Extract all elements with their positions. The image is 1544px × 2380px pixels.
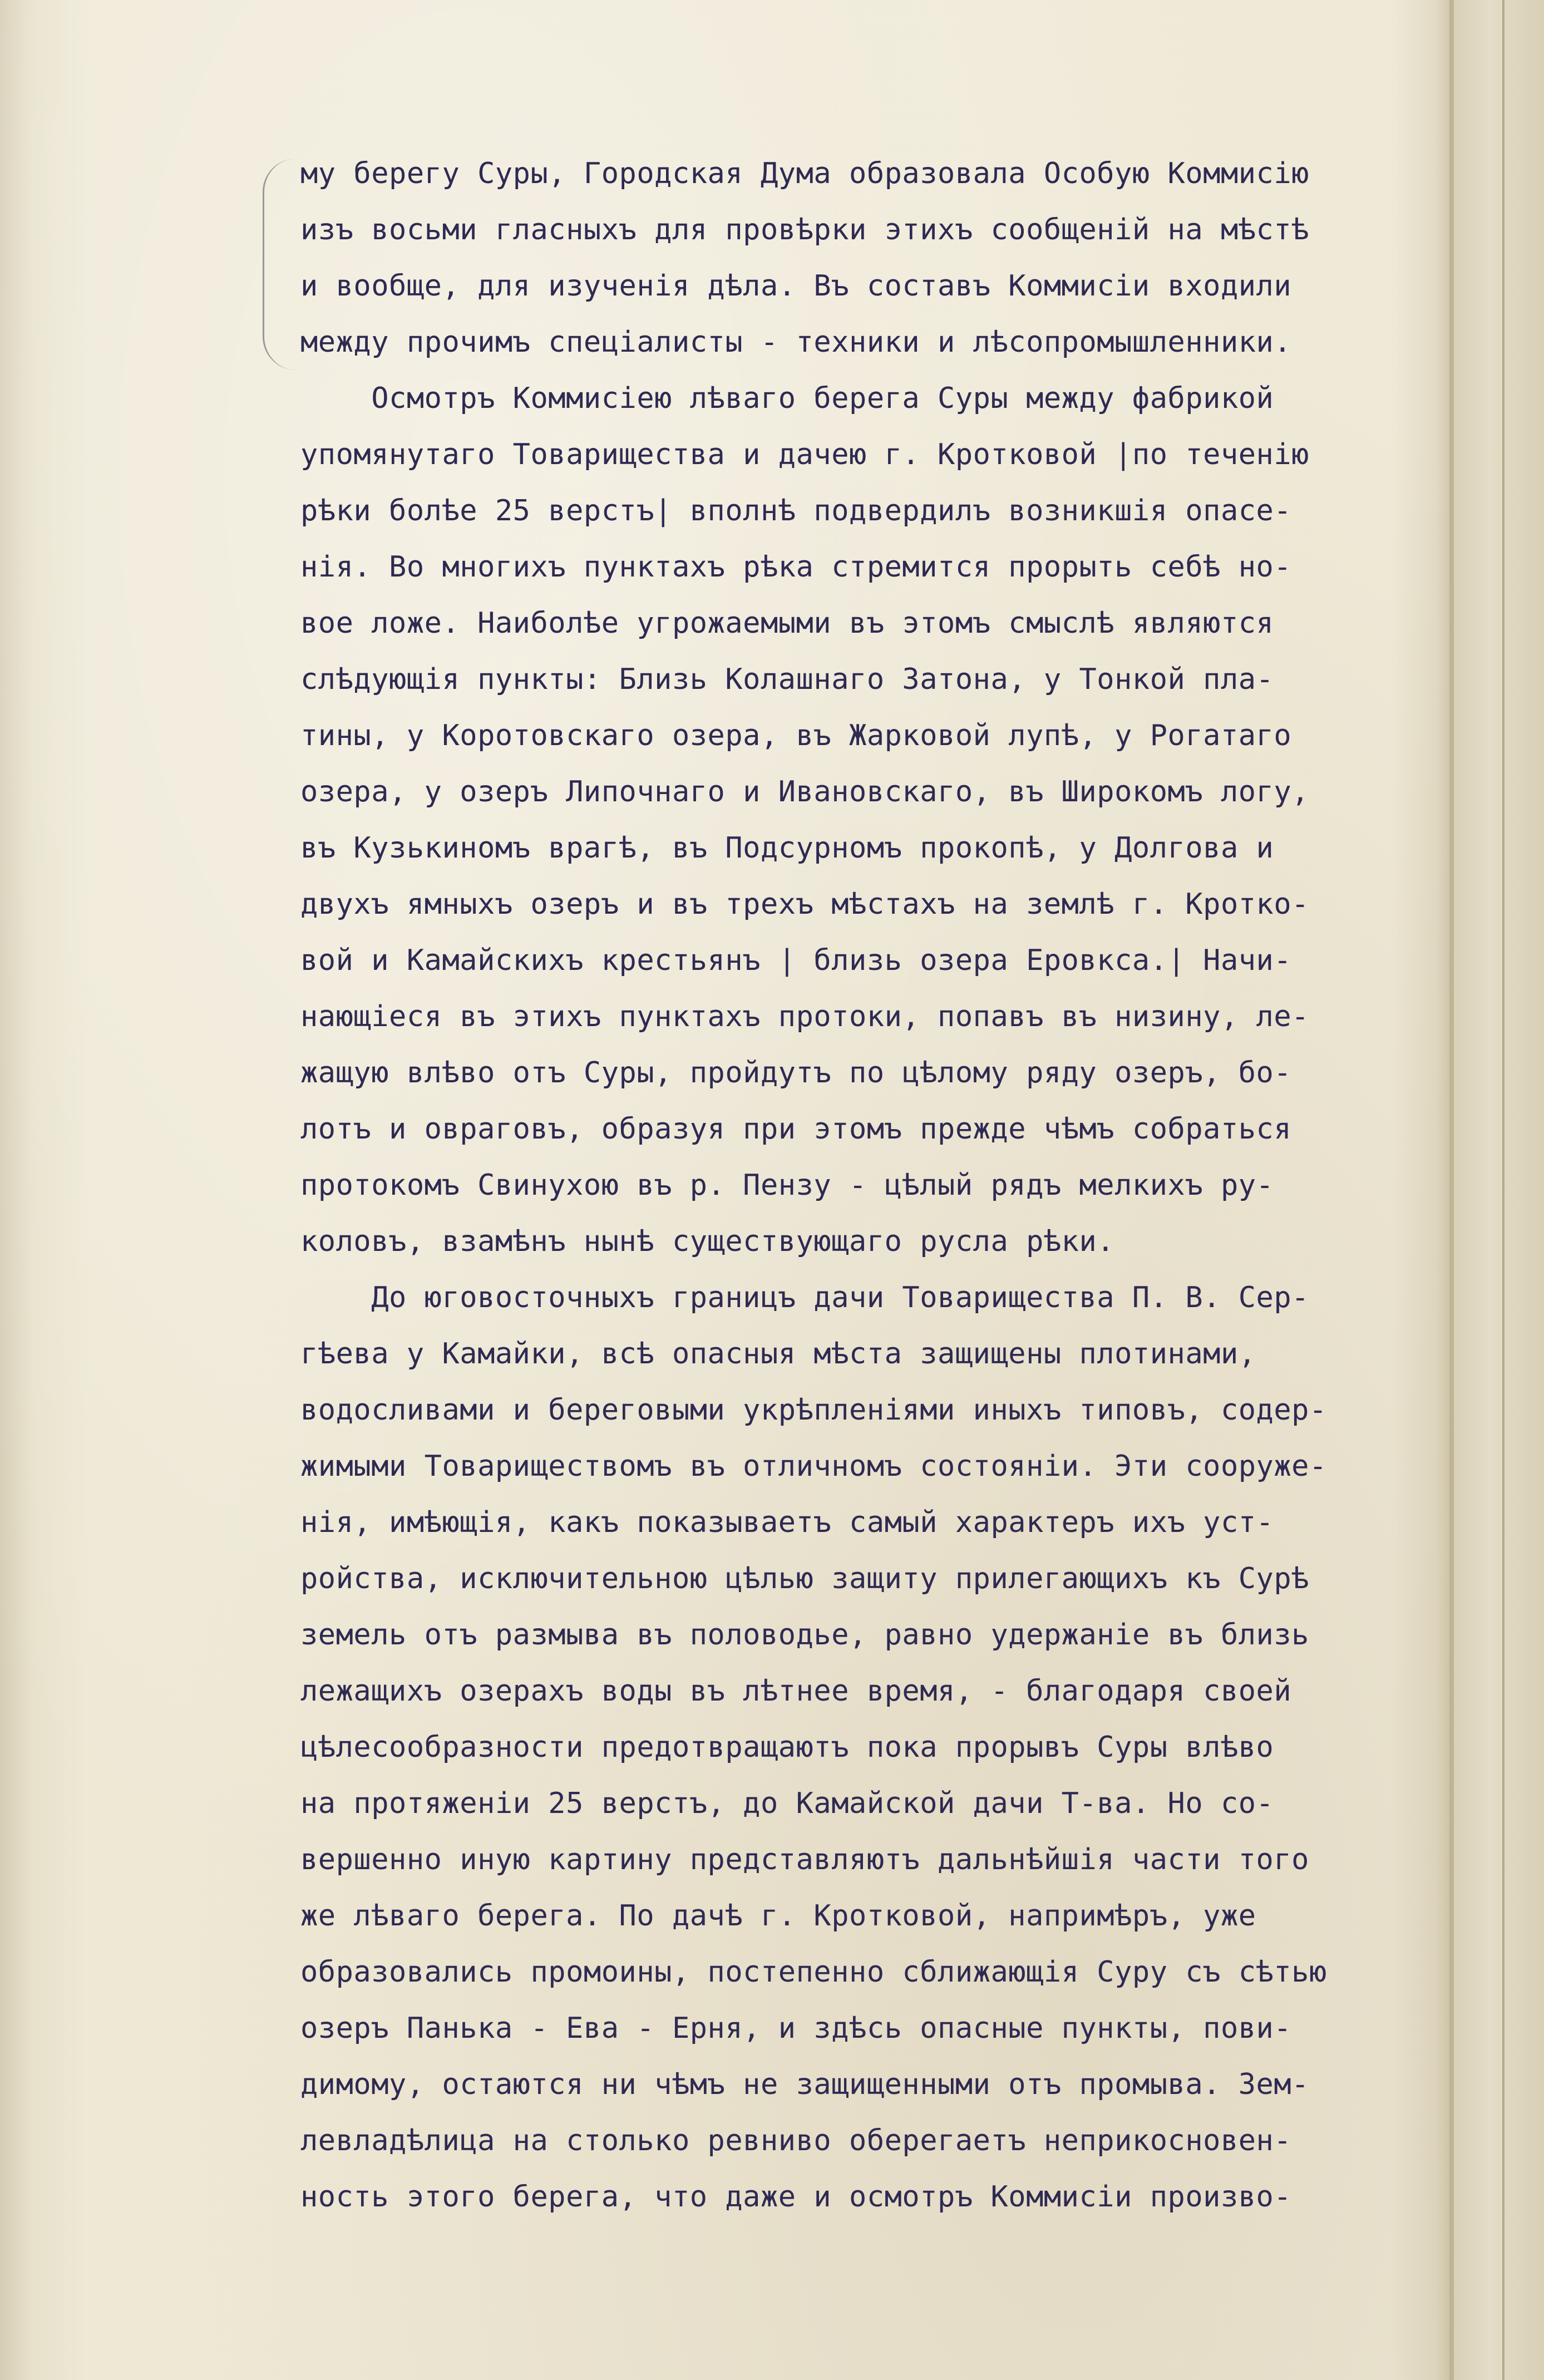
text-line: озера, у озеръ Липочнаго и Ивановскаго, въ Широкомъ логу, <box>300 775 1309 809</box>
text-line: вой и Камайскихъ крестьянъ | близь озера Еровкса.| Начи- <box>300 944 1292 977</box>
text-line: образовались промоины, постепенно сближающія Суру съ сѣтью <box>300 1955 1327 1989</box>
text-line: земель отъ размыва въ половодье, равно удержаніе въ близь <box>300 1618 1309 1652</box>
text-line: въ Кузькиномъ врагѣ, въ Подсурномъ прокопѣ, у Долгова и <box>300 831 1274 865</box>
text-line: лотъ и овраговъ, образуя при этомъ прежде чѣмъ собраться <box>300 1112 1292 1146</box>
text-line: ройства, исключительною цѣлью защиту прилегающихъ къ Сурѣ <box>300 1562 1309 1595</box>
text-line: и вообще, для изученія дѣла. Въ составъ Коммисіи входили <box>300 269 1292 303</box>
text-line: жимыми Товариществомъ въ отличномъ состояніи. Эти сооруже- <box>300 1450 1327 1483</box>
text-line: рѣки болѣе 25 верстъ| вполнѣ подвердилъ возникшія опасе- <box>300 494 1292 528</box>
page-edge <box>1449 0 1454 2380</box>
text-line: ность этого берега, что даже и осмотръ Коммисіи произво- <box>300 2180 1292 2214</box>
margin-bracket <box>263 159 298 370</box>
text-line: слѣдующія пункты: Близь Колашнаго Затона, у Тонкой пла- <box>300 663 1274 696</box>
typewritten-text <box>300 146 1391 2225</box>
text-line: димому, остаются ни чѣмъ не защищенными отъ промыва. Зем- <box>300 2068 1309 2101</box>
text-line: гѣева у Камайки, всѣ опасныя мѣста защищены плотинами, <box>300 1337 1256 1371</box>
text-line: лежащихъ озерахъ воды въ лѣтнее время, - благодаря своей <box>300 1674 1292 1708</box>
text-line: нія, имѣющія, какъ показываетъ самый характеръ ихъ уст- <box>300 1506 1274 1539</box>
text-line: До юговосточныхъ границъ дачи Товарищества П. В. Сер- <box>300 1281 1309 1314</box>
text-line: левладѣлица на столько ревниво оберегаетъ неприкосновен- <box>300 2124 1292 2157</box>
text-line: водосливами и береговыми укрѣпленіями иныхъ типовъ, содер- <box>300 1393 1327 1427</box>
text-line: изъ восьми гласныхъ для провѣрки этихъ сообщеній на мѣстѣ <box>300 213 1309 247</box>
text-line: двухъ ямныхъ озеръ и въ трехъ мѣстахъ на землѣ г. Кротко- <box>300 888 1309 921</box>
text-line: же лѣваго берега. По дачѣ г. Кротковой, напримѣръ, уже <box>300 1899 1256 1933</box>
text-line: му берегу Суры, Городская Дума образовала Особую Коммисію <box>300 157 1309 190</box>
text-line: протокомъ Свинухою въ р. Пензу - цѣлый рядъ мелкихъ ру- <box>300 1169 1274 1202</box>
text-line: на протяженіи 25 верстъ, до Камайской дачи Т-ва. Но со- <box>300 1787 1274 1820</box>
text-line: упомянутаго Товарищества и дачею г. Кротковой |по теченію <box>300 438 1309 471</box>
underlying-page <box>1454 0 1544 2380</box>
text-line: цѣлесообразности предотвращаютъ пока прорывъ Суры влѣво <box>300 1731 1274 1764</box>
text-line: нія. Во многихъ пунктахъ рѣка стремится прорыть себѣ но- <box>300 550 1292 584</box>
page-edge-line <box>1502 0 1504 2380</box>
text-line: Осмотръ Коммисіею лѣваго берега Суры между фабрикой <box>300 382 1274 415</box>
text-line: тины, у Коротовскаго озера, въ Жарковой лупѣ, у Рогатаго <box>300 719 1292 752</box>
text-line: озеръ Панька - Ева - Ерня, и здѣсь опасные пункты, пови- <box>300 2012 1292 2045</box>
text-line: вершенно иную картину представляютъ дальнѣйшія части того <box>300 1843 1309 1876</box>
text-line: между прочимъ спеціалисты - техники и лѣсопромышленники. <box>300 326 1292 359</box>
text-line: вое ложе. Наиболѣе угрожаемыми въ этомъ смыслѣ являются <box>300 607 1274 640</box>
text-line: коловъ, взамѣнъ нынѣ существующаго русла рѣки. <box>300 1225 1115 1258</box>
text-line: нающіеся въ этихъ пунктахъ протоки, попавъ въ низину, ле- <box>300 1000 1309 1033</box>
text-line: жащую влѣво отъ Суры, пройдутъ по цѣлому ряду озеръ, бо- <box>300 1056 1292 1090</box>
